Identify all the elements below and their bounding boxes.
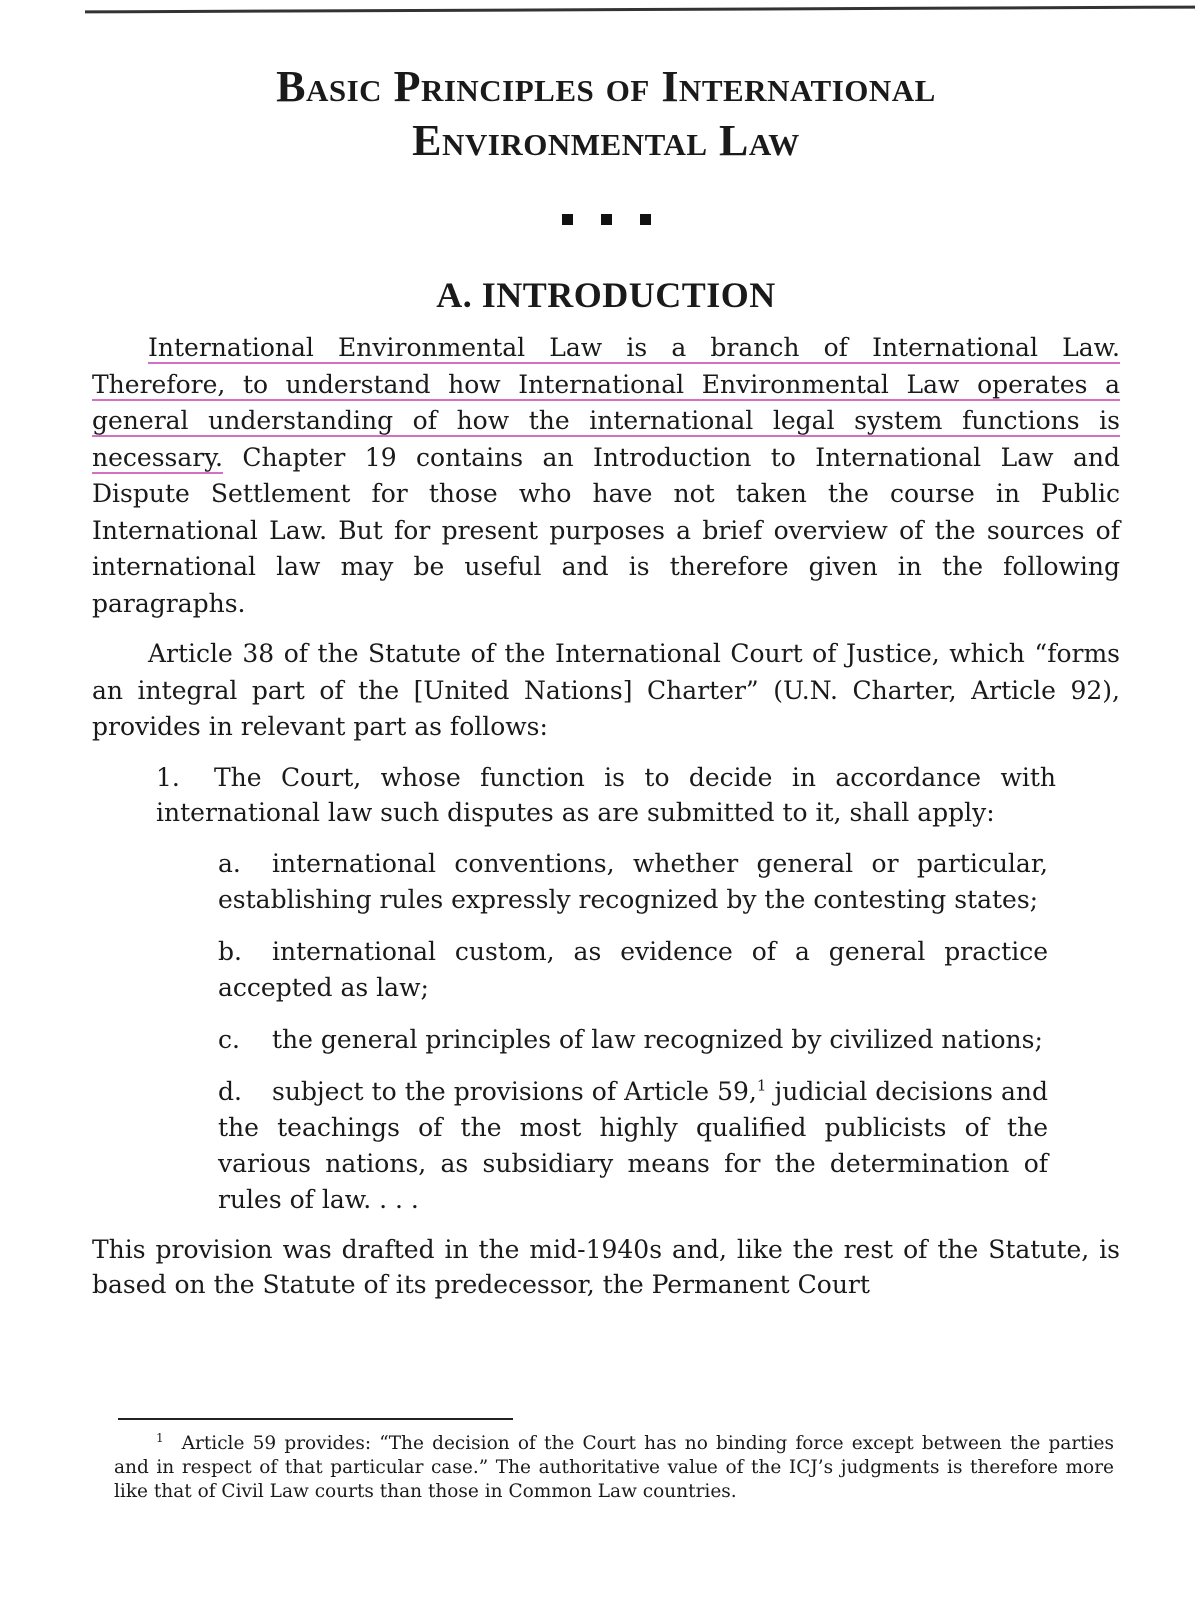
footnote-reference[interactable]: 1 (756, 1076, 767, 1095)
ornament-square-icon (601, 214, 612, 225)
sub-text: subject to the provisions of Article 59, (272, 1076, 757, 1106)
title-line-2: Environmental Law (412, 116, 800, 165)
document-title (92, 60, 1120, 168)
sub-letter: b. (218, 936, 242, 966)
article38-paragraph: Article 38 of the Statute of the International Court of Justice, which “forms an integral part of the [United Nations] Charter” (U.N. Charter, Article 92), provides in relevant part as follows: (92, 639, 1120, 741)
closing-paragraph: This provision was drafted in the mid-1940s and, like the rest of the Statute, is based on the Statute of its predecessor, the Permanent Court (92, 1234, 1120, 1299)
sub-text: international conventions, whether general or particular, establishing rules expressly recognized by the contesting states; (218, 848, 1048, 914)
sub-item-c (218, 1022, 1048, 1058)
document-page (92, 60, 1120, 1302)
title-line-1: Basic Principles of International (276, 62, 936, 111)
highlighted-text: International Environmental Law is a branch of International Law. Therefore, to understand how International Environmental Law operates a general understanding of how the international legal system functions is necessary. (92, 333, 1120, 472)
sub-text-continued: judicial decisions and the teachings of the most highly qualified publicists of the various nations, as subsidiary means for the determination of rules of law. . . . (218, 1076, 1048, 1214)
intro-paragraph (92, 330, 1120, 622)
sub-letter: d. (218, 1076, 242, 1106)
footnote-divider (118, 1418, 513, 1420)
sub-text: international custom, as evidence of a general practice accepted as law; (218, 936, 1048, 1002)
sub-letter: c. (218, 1024, 240, 1054)
list-number: 1. (156, 762, 180, 792)
footnote-text: Article 59 provides: “The decision of the Court has no binding force except between the parties and in respect of that particular case.” The authoritative value of the ICJ’s judgments is therefore more like that of Civil Law courts than those in Common Law countries. (114, 1433, 1114, 1502)
sub-item-b (218, 934, 1048, 1006)
ornament-square-icon (562, 214, 573, 225)
sub-item-d (218, 1074, 1048, 1218)
footnote-mark: 1 (156, 1430, 164, 1445)
list-text: The Court, whose function is to decide in accordance with international law such disputes as are submitted to it, shall apply: (156, 762, 1056, 827)
top-rule (85, 6, 1195, 14)
section-heading: A. INTRODUCTION (436, 275, 776, 315)
sub-text: the general principles of law recognized by civilized nations; (272, 1024, 1043, 1054)
section-ornament (92, 210, 1120, 230)
sub-letter: a. (218, 848, 241, 878)
list-item-1 (156, 760, 1056, 830)
sub-item-a (218, 846, 1048, 918)
intro-text: Chapter 19 contains an Introduction to International Law and Dispute Settlement for those who have not taken the course in Public International Law. But for present purposes a brief overview of the sources of international law may be useful and is therefore given in the following paragraphs. (92, 442, 1120, 618)
ornament-square-icon (640, 214, 651, 225)
footnote (114, 1432, 1114, 1504)
